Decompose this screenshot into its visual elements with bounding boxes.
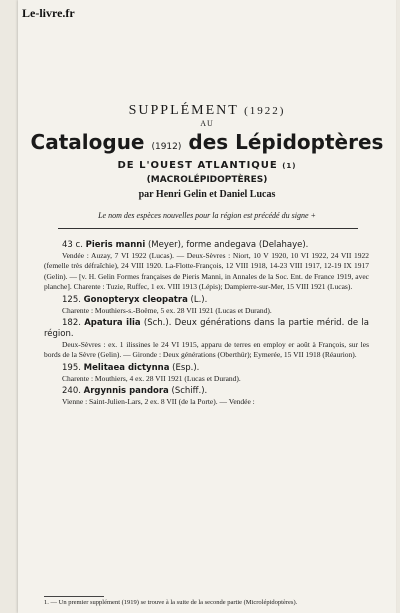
region-text: DE L'OUEST ATLANTIQUE — [117, 160, 278, 171]
entry-heading — [44, 295, 369, 306]
entry-rest: (Sch.). Deux générations dans la partie mérid. de la région. — [44, 318, 369, 340]
footnote-rule — [44, 596, 104, 597]
entry-heading — [44, 386, 369, 397]
entry-number: 240. — [62, 386, 81, 397]
entry-text: Deux-Sèvres : ex. 1 ilissines le 24 VI 1915, apparu de terres en employ er août à François, sur les bords de la Sèvre (Gelin). — Gironde : Deux générations (Oberthür); Eymerée, 15 VII 1918 (Réaurion). — [44, 340, 369, 360]
species-entry — [44, 318, 369, 361]
entry-rest: (Schiff.). — [171, 386, 208, 397]
catalogue-year: (1912) — [151, 142, 182, 152]
document-page — [18, 0, 396, 613]
species-name: Gonopteryx cleopatra — [83, 294, 188, 305]
species-name: Pieris manni — [85, 240, 146, 250]
supplement-word: SUPPLÉMENT — [128, 103, 239, 118]
species-entry — [44, 240, 369, 293]
species-entry — [44, 363, 369, 384]
au-word: AU — [200, 119, 214, 128]
species-entry — [44, 295, 369, 316]
entry-rest: (Esp.). — [172, 362, 200, 373]
entry-text: Charente : Mouthiers-s.-Boëme, 5 ex. 28 VII 1921 (Lucas et Durand). — [62, 305, 272, 315]
species-name: Apatura ilia — [84, 318, 141, 329]
footnote: 1. — Un premier supplément (1919) se trouve à la suite de la seconde partie (Microlépidoptères). — [44, 599, 298, 606]
lepidopteres-word: des Lépidoptères — [188, 130, 384, 154]
supplement-year: (1922) — [244, 105, 286, 117]
entry-text: Vendée : Auzay, 7 VI 1922 (Lucas). — Deux-Sèvres : Niort, 10 V 1920, 10 VI 1922, 24 VII 1922 (femelle très défraîchie), 24 VIII 1920. La-Flotte-François, 12 VIII 1918, 14-23 VIII 1917, 12-19 IX 1917 (Gelin). — [v. H. Gelin Formes françaises de Pieris Manni, in Annales de la Soc. Ent. de France 1919, avec planche]. Charente : Tuzie, Ruffec, 1 ex. VIII 1913 (Lépis); Dampierre-sur-Mer, 15 VIII 1921 (Lucas). — [44, 251, 369, 292]
entry-rest: (L.). — [190, 294, 208, 305]
watermark-tag: Le-livre.fr — [22, 6, 75, 20]
entry-number: 43 c. — [62, 240, 83, 250]
entry-text: Charente : Mouthiers, 4 ex. 28 VII 1921 (Lucas et Durand). — [62, 373, 241, 383]
species-entry — [44, 386, 369, 407]
entry-rest: (Meyer), forme andegava (Delahaye). — [147, 240, 309, 250]
species-name: Melitaea dictynna — [83, 362, 170, 373]
species-name: Argynnis pandora — [83, 386, 169, 397]
catalogue-word: Catalogue — [30, 130, 145, 154]
header-rule — [58, 228, 358, 229]
region-footnote-ref: (1) — [282, 162, 297, 170]
entry-heading — [44, 363, 369, 374]
entry-number: 195. — [62, 362, 81, 373]
catalogue-title — [18, 130, 396, 154]
entry-heading — [44, 318, 369, 340]
new-species-notice: Le nom des espèces nouvelles pour la région est précédé du signe + — [98, 211, 316, 220]
authors-line: par Henri Gelin et Daniel Lucas — [138, 189, 276, 200]
macro-subtitle: (MACROLÉPIDOPTÈRES) — [146, 175, 268, 185]
entry-text: Vienne : Saint-Julien-Lars, 2 ex. 8 VII (de la Porte). — Vendée : — [62, 397, 255, 407]
entry-heading — [44, 240, 369, 251]
supplement-heading — [18, 103, 396, 119]
entries-list — [44, 238, 369, 408]
entry-number: 125. — [62, 294, 81, 305]
region-title — [18, 160, 396, 171]
entry-number: 182. — [62, 318, 81, 329]
